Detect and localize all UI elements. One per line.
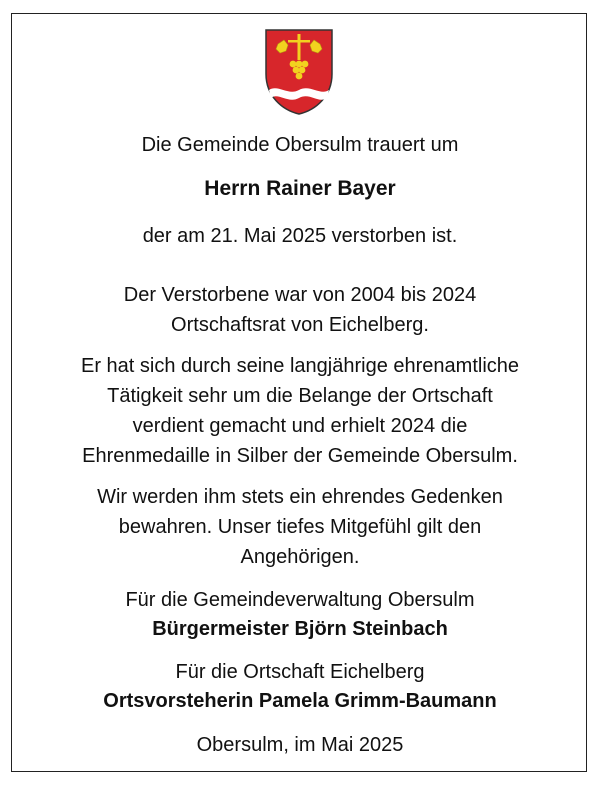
signature-signer: Ortsvorsteherin Pamela Grimm-Baumann xyxy=(103,690,497,712)
signature-signer: Bürgermeister Björn Steinbach xyxy=(152,618,448,640)
paragraph-line: Er hat sich durch seine langjährige ehrenamtliche xyxy=(80,355,520,377)
paragraph-line: verdient gemacht und erhielt 2024 die xyxy=(132,415,468,437)
paragraph-line: Der Verstorbene war von 2004 bis 2024 xyxy=(123,284,477,306)
intro-text: Die Gemeinde Obersulm trauert um xyxy=(141,134,459,156)
paragraph-line: Angehörigen. xyxy=(240,546,360,568)
paragraph-line: Ehrenmedaille in Silber der Gemeinde Obersulm. xyxy=(82,445,518,467)
signature-org: Für die Ortschaft Eichelberg xyxy=(175,661,425,683)
signature-org: Für die Gemeindeverwaltung Obersulm xyxy=(125,589,475,611)
paragraph-line: Wir werden ihm stets ein ehrendes Gedenken xyxy=(97,486,503,508)
paragraph-line: Tätigkeit sehr um die Belange der Ortschaft xyxy=(107,385,493,407)
place-date: Obersulm, im Mai 2025 xyxy=(196,734,404,756)
paragraph-line: Ortschaftsrat von Eichelberg. xyxy=(171,314,429,336)
deceased-name: Herrn Rainer Bayer xyxy=(204,177,396,200)
paragraph-line: bewahren. Unser tiefes Mitgefühl gilt den xyxy=(118,516,482,538)
coat-of-arms-icon xyxy=(264,28,334,116)
death-date-text: der am 21. Mai 2025 verstorben ist. xyxy=(142,225,458,247)
